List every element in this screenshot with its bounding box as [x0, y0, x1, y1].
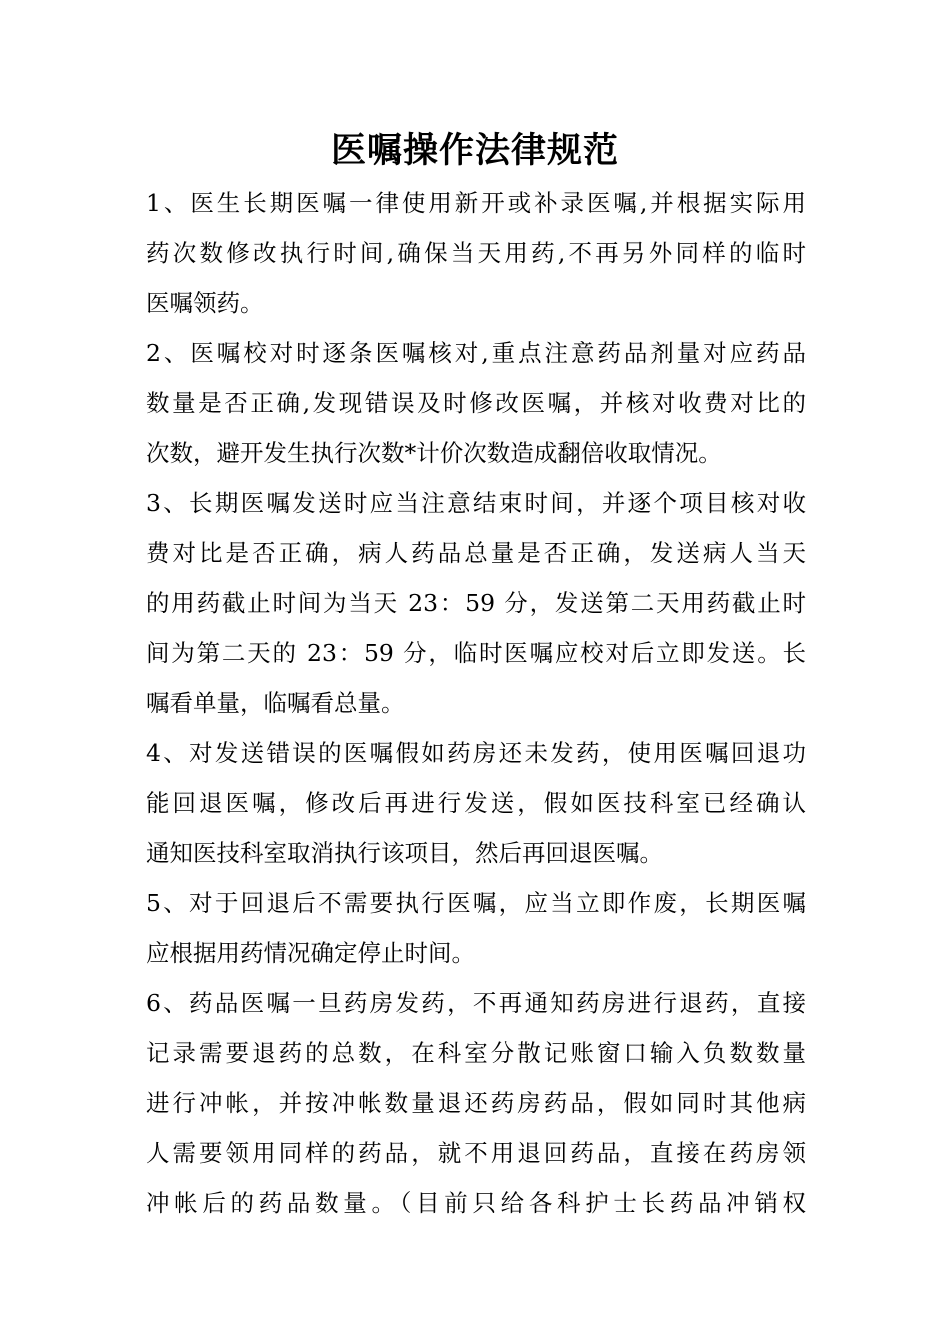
paragraph-line: 3、长期医嘱发送时应当注意结束时间，并逐个项目核对收	[146, 489, 806, 517]
paragraph-2	[146, 328, 806, 478]
paragraph-line: 冲帐后的药品数量。（目前只给各科护士长药品冲销权	[146, 1189, 806, 1217]
paragraph-line: 记录需要退药的总数，在科室分散记账窗口输入负数数量	[146, 1039, 806, 1067]
paragraph-line: 嘱看单量，临嘱看总量。	[146, 689, 405, 717]
paragraph-line: 医嘱领药。	[146, 289, 264, 317]
paragraph-5	[146, 878, 806, 978]
paragraph-line: 间为第二天的 23：59 分，临时医嘱应校对后立即发送。长	[146, 639, 806, 667]
paragraph-1	[146, 178, 806, 328]
paragraph-line: 能回退医嘱，修改后再进行发送，假如医技科室已经确认	[146, 789, 806, 817]
paragraph-line: 4、对发送错误的医嘱假如药房还未发药，使用医嘱回退功	[146, 739, 806, 767]
paragraph-line: 6、药品医嘱一旦药房发药，不再通知药房进行退药，直接	[146, 989, 806, 1017]
paragraph-line: 费对比是否正确，病人药品总量是否正确，发送病人当天	[146, 539, 806, 567]
document-body	[146, 178, 806, 1228]
paragraph-line: 通知医技科室取消执行该项目，然后再回退医嘱。	[146, 839, 663, 867]
paragraph-line: 次数，避开发生执行次数*计价次数造成翻倍收取情况。	[146, 439, 722, 467]
paragraph-3	[146, 478, 806, 728]
paragraph-line: 药次数修改执行时间,确保当天用药,不再另外同样的临时	[146, 239, 806, 267]
paragraph-line: 1、医生长期医嘱一律使用新开或补录医嘱,并根据实际用	[146, 189, 806, 217]
paragraph-line: 人需要领用同样的药品，就不用退回药品，直接在药房领	[146, 1139, 806, 1167]
paragraph-line: 进行冲帐，并按冲帐数量退还药房药品，假如同时其他病	[146, 1089, 806, 1117]
paragraph-line: 数量是否正确,发现错误及时修改医嘱，并核对收费对比的	[146, 389, 806, 417]
paragraph-line: 应根据用药情况确定停止时间。	[146, 939, 475, 967]
paragraph-6	[146, 978, 806, 1228]
paragraph-line: 5、对于回退后不需要执行医嘱，应当立即作废，长期医嘱	[146, 889, 806, 917]
paragraph-line: 的用药截止时间为当天 23：59 分，发送第二天用药截止时	[146, 589, 806, 617]
document-title: 医嘱操作法律规范	[330, 130, 619, 171]
paragraph-line: 2、医嘱校对时逐条医嘱核对,重点注意药品剂量对应药品	[146, 339, 806, 367]
paragraph-4	[146, 728, 806, 878]
